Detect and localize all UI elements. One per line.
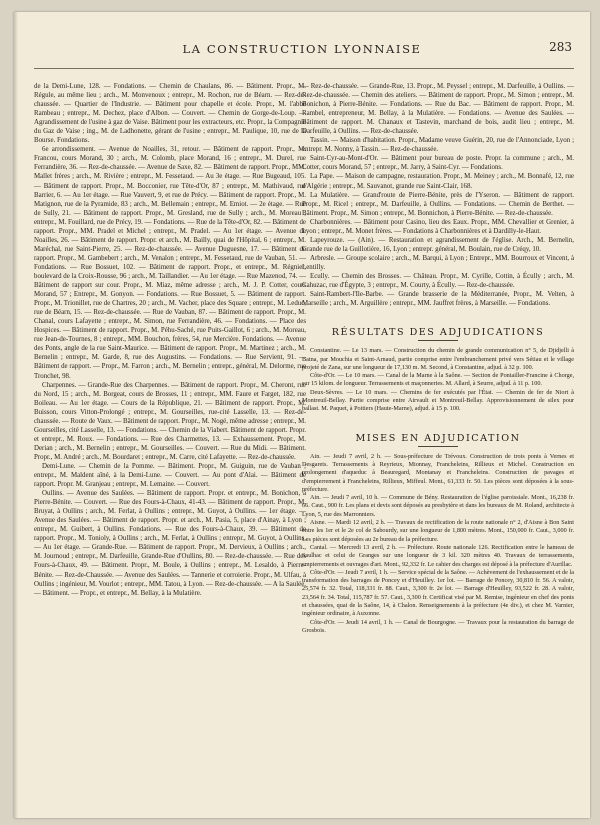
adjudication-item: Aisne. — Mardi 12 avril, 2 h. — Travaux de rectification de la route nationale n° 2, d'Aisne à Bon Saint entre les 1er et le 2e col de Sabourdy, sur une longueur de 1,800 mètres. Mont., 150,000 fr. Caut., 3,000 fr. Les pièces sont déposées au 2e bureau de la préfecture. bbox=[302, 519, 574, 543]
paragraph: 6e arrondissement. — Avenue de Noailles, 31, retour. — Bâtiment de rapport. Propr., M. Francou, cours Morand, 30 ; arch., M. Colomb, place Morand, 16 ; entrepr., M. Durel, rue Ferrandière, 36. — Rez-de-chaussée. — Avenue de Saxe, 82. — Bâtiment de rapport. Propr., MM. Mallet frères ; arch., M. Rivière ; entrepr., M. Fessetaud. — Au 3e étage. — Rue Bugeaud, 105. — Bâtiment de rapport. Propr., M. Bocconier, rue Tête-d'Or, 87 ; entrepr., M. Mathivaud, rue Barrier, 6. — Au 1er étage. — Rue Vauvert, 9, et rue de Précy. — Bâtiment de rapport. Propr., M. Matignon, rue de la Pyramide, 83 ; arch., M. Bellemain ; entrepr., M. Emiot. — 2e étage. — Rue de Sully, 21. — Bâtiment de rapport. Propr., M. Gresland, rue de Sully ; arch., M. Moreau ; entrepr., M. Fouillard, rue de Précy, 19. — Fondations. — Rue de la Tête-d'Or, 82. — Bâtiment de rapport. Propr., MM. Pradel et Michel ; entrepr., M. Pradel. — Au 1er étage. — Avenue de Noailles, 26. — Bâtiment de rapport. Propr. et arch., M. Bailly, quai de l'Hôpital, 6 ; entrepr., M. Maréchal, rue Saint-Pierre, 25. — Rez-de-chaussée. — Avenue Duguesne, 17. — Bâtiment de rapport. Propr., M. Gambebert ; arch., M. Venalon ; entrepr., M. Fessetaud, rue de Vauban, 51. — Fondations. — Rue Bossuet, 102. — Bâtiment de rapport. Propr., et entrepr., M. Régnier, boulevard de la Croix-Rousse, 96 ; arch., M. Taillandier. — Au 1er étage. — Rue Mazenod, 74. — Bâtiment de rapport sur cour. Propr., M. Miaz, même adresse ; arch., M. J. P. Cotter, cours Morand, 57 ; Entrepr., M. Gonyon. — Fondations. — Rue Bossuet, 5. — Bâtiment de rapport. Propr., M. Trionillet, rue de Chartres, 20 ; arch., M. Vacher, place des Square ; entrepr., M. Leduc, rue de Béarn, 15. — Rez-de-chaussée. — Rue de Vauban, 87. — Bâtiment de rapport. Propr., M. Chanal, cours Lafayette ; entrepr., M. Simon, rue Ferrandière, 46. — Fondations. — Place des Hospices. — Bâtiment de rapport. Propr., M. Péhu-Saché, rue Puits-Gaillot, 6 ; arch., M. Moreau, rue Jean-de-Tournes, 8 ; entrepr., MM. Bouchon, frères, 54, rue Mercière. Fondations. — Avenue des Ponts, angle de la rue Saint-Maurice. — Bâtiment de rapport. Propr., M. Martinez ; arch., M. Bernelin ; entrepr., M. Garde, 8, rue des Augustins. — Fondations. — Rue Servient, 91. — Bâtiment de rapport. — Propr., M. Farron ; arch., M. Bernelin ; entrepr., général, M. Delorme, rue Tronchet, 98. bbox=[34, 146, 306, 380]
header-rule bbox=[34, 68, 574, 69]
right-column bbox=[302, 82, 574, 635]
page-fold-shadow bbox=[14, 12, 18, 818]
paragraph: — Rez-de-chaussée. — Grande-Rue, 13. Propr., M. Peyssel ; entrepr., M. Darfeuille, à Oullins. — Rez-de-chaussée. — Chemin des ateliers. — Bâtiment de rapport. Propr., M. Simon ; entrepr., M. Bonichon, à Pierre-Bénite. — Fondations. — Rue du Bac. — Bâtiment de rapport. Propr., M. Rambel, entrepreneur, M. Bellay, à la Mulatière. — Fondations. — Avenue des Saulées. — Bâtiment de rapport. M. Chanaux et Tastevin, marchand de bois, audit lieu ; entrepr., M. Darfeuille, à Oullins. — Rez-de-chaussée. bbox=[302, 83, 574, 136]
results-list bbox=[302, 347, 574, 413]
section-rule bbox=[418, 340, 458, 341]
page-number: 283 bbox=[549, 40, 572, 54]
results-section-title: RÉSULTATS DES ADJUDICATIONS bbox=[331, 327, 545, 339]
paragraph: Saint-Cyr-au-Mont-d'Or. — Bâtiment pour bureau de poste. Propr. la commune ; arch., M. Cotter, cours Morand, 57 ; entrepr., M. Jarry, à Saint-Cyr. — Fondations. bbox=[302, 155, 574, 172]
paragraph: Saint-Rambert-l'Ile-Barbe. — Grande brasserie de la Méditerranée, Propr., M. Velten, à Marseille ; arch., M. Arguillère ; entrepr., MM. Jauffret frères, à Marseille. — Fondations. bbox=[302, 291, 574, 308]
results-item: Côte-d'Or. — Le 10 mars. — Canal de la Marne à la Saône. — Section de Pontailler-Francine à Chorge, sur 15 kilom. de longueur. Terrassements et maçonneries. M. Allard, à Seurre, adjud. à 11 p. 100. bbox=[302, 372, 574, 388]
paragraph: Charbonnières. — Bâtiment pour Casino, lieu des Eaux. Propr., MM. Chevallier et Grenier, à Lyon ; entrepr., M. Monet frères. — Fondations à Charbonnières et à Dardilly-le-Haut. bbox=[302, 218, 574, 235]
paragraph: Lapeyrouze. — (Ain). — Restauration et agrandissement de l'église. Arch., M. Bernelin, Grande rue de la Guillotière, 16, Lyon ; entrepr. général, M. Boulain, rue de Créqy, 10. bbox=[302, 236, 574, 253]
results-item: Constantine. — Le 13 mars. — Construction du chemin de grande communication n° 5, de Djidjelli à Batna, par Mouchia et Saint-Arnaud, partie comprise entre l'embranchement privé vers Sétiau et le village projeté de Zana, sur une longueur de 17,130 m. M. Second, à Constantine, adjud. à 32 p. 100. bbox=[302, 347, 574, 371]
adjudication-item: Côte-d'Or. — Jeudi 14 avril, 1 h. — Canal de Bourgogne. — Travaux pour la restauration du barrage de Grosbois. bbox=[302, 618, 574, 634]
paragraph: Ecully. — Chemin des Brosses. — Château. Propr., M. Cyrille, Cottin, à Écully ; arch., M. Cahuzac, rue d'Égypte, 3 ; entrepr., M. Courty, à Écully. — Rez-de-chaussée. bbox=[302, 272, 574, 290]
adjudication-item: Cantal. — Mercredi 13 avril, 2 h. — Préfecture. Route nationale 126. Rectification entre le hameau de Saulhac et celui de Granges sur une longueur de 3 kil. 320 mètres 40. Travaux de terrassements, empierrements et ouvrages d'art. Mont., 92,332 fr. Le cahier des charges est déposé à la préfecture d'Aurillac. bbox=[302, 543, 574, 568]
paragraph: Charpennes. — Grande-Rue des Charpennes. — Bâtiment de rapport. Propr., M. Cheront, rue du Nord, 15 ; arch., M. Borgeat, cours de Brosses, 11 ; entrepr., MM. Faure et Farget, 182, rue Boileau. — Au 1er étage. — Cours de la République, 21. — Bâtiment de rapport. Propr., M. Buisson, cours Vitton-Prolongé ; entrepr., M. Gourseilles, rue-cité Lasselle, 13. — Rez-de-chaussée. — Route de Vaux. — Bâtiment de rapport. Propr., M. Nogé, même adresse ; entrepr., M. Gourseilles, cité Lasselle, 13. — Fondations. — Chemin de la Viabert. Bâtiment de rapport. Propr. et entrepr., M. Roux. — Fondations. — Rue des Charmettes, 13. — Exhaussement. Propr., M. Derian ; arch., M. Bernelin ; entrepr., M. Gourseilles. — Couvert. — Rue du Midi. — Bâtiment. Propr., M. André ; arch., M. Bourdaret ; entrepr., M. Carre, cité Lafayette. — Rez-de-chaussée. bbox=[34, 381, 306, 461]
paragraph: Tassin. — Maison d'habitation. Propr., Madame veuve Guérin, 20, rue de l'Annonciade, Lyon ; entrepr. M. Nonny, à Tassin. — Rez-de-chaussée. bbox=[302, 137, 574, 154]
paragraph: La Pape. — Maison de campagne, restauration. Propr., M. Meiney ; arch., M. Bonnafé, 12, rue d'Algérie ; entrepr., M. Sauvanot, grande rue Saint-Clair, 168. bbox=[302, 173, 574, 190]
adjudication-item: Ain. — Jeudi 7 avril, 10 h. — Commune de Bény. Restauration de l'église paroissiale. Mont., 16,238 fr. 66. Caut., 900 fr. Les plans et devis sont déposés au presbytère et dans les bureaux de M. Roland, architecte à Lyon, 5, rue des Marronniers. bbox=[302, 494, 574, 518]
paragraph: Arbresle. — Groupe scolaire ; arch., M. Barqui, à Lyon ; Entrepr., MM. Bourroux et Vincent, à Lentilly. bbox=[302, 254, 574, 271]
left-column bbox=[34, 82, 306, 598]
paragraph: Oullins. — Avenue des Saulées. — Bâtiment de rapport. Propr. et entrepr., M. Bonichon, à Pierre-Bénite. — Couvert. — Rue des Fours-à-Chaux, 41-43. — Bâtiment de rapport. Propr., M. Bruyat, à Oullins ; arch., M. Ferlat, à Oullins ; entrepr., M. Guyot, à Oullins. — 1er étage. — Avenue des Saulées. — Bâtiment de rapport. Propr. et arch., M. Pasia, 5, place d'Ainay, à Lyon ; entrepr., M. Guibert, à Oullins. Fondations. — Rue des Fours-à-Chaux, 39. — Bâtiment de rapport. Propr., M. Tonioly, à Oullins ; arch., M. Ferlat, à Oullins ; entrepr., M. Guyot, à Oullins. — Au 1er étage. — Grande-Rue. — Bâtiment de rapport. Propr., M. Dervieux, à Oullins ; arch., M. Journoud ; entrepr., M. Darfeuille, Grande-Rue d'Oullins, 80. — Rez-de-chaussée. — Rue des Fours-à-Chaux, 49. — Bâtiment. Propr., M. Boule, à Oullins ; entrepr., M. Lesaldo, à Pierre-Bénite. — Rez-de-Chaussée. — Avenue des Saulées. — Tannerie et corroierie. Propr., M. Ulfau, à Oullins ; ingénieur, M. Vourlot ; entrepr., MM. Tatou, à Lyon. — Rez-de-chaussée. — A la Saulée. — Bâtiment. — Propr., et entrepr., M. Bellay, à la Mulatière. bbox=[34, 490, 306, 597]
paragraph: La Mulatière. — Grand'route de Pierre-Bénite, près de l'Yseron. — Bâtiment de rapport. Propr., M. Ricel ; entrepr., M. Darfeuille, à Oullins. — Fondations. — Chemin de Berthet. — Bâtiment. Propr., M. Simon ; entrepr., M. Bonnichon, à Pierre-Bénite. — Rez-de-chaussée. bbox=[302, 191, 574, 217]
paragraph: de la Demi-Lune, 128. — Fondations. — Chemin de Chaulans, 86. — Bâtiment. Propr., M. Régule, au même lieu ; arch., M. Monvenoux ; entrepr., M. Rochon, rue de Béarn. — Rez-de-chaussée. — Quartier de l'Industrie. — Bâtiment pour chapelle et école. Propr., M. l'abbé Rambeau ; entrepr., M. Dechez, place d'Albon. — Couvert. — Chemin de Gorge-de-Loup. — Agrandissement de l'usine à gaz de Vaise. Bâtiment pour les extracteurs, etc. Propr., la Compagnie du Gaz de Vaise ; ing., M. de Ladhonette, gérant de l'usine ; entrepr., M. Paulique, 10, rue de la Bourse. Fondations. bbox=[34, 83, 306, 145]
adjudication-item: Côte-d'Or. — Jeudi 7 avril, 1 h. — Service spécial de la Saône. — Achèvement de l'exhaussement et de la transformation des barrages de Poncey et d'Heuilley. 1er lot. — Barrage de Poncey, 30,810 fr. 56. A valoir, 25,574 fr. 32. Total, 118,331 fr. 88. Caut., 3,300 fr. 2e lot. — Barrage d'Heuilley, 93,522 fr. 28. A valoir, 23,564 fr. 34. Total, 115,787 fr. 57. Caut., 3,300 fr. Certificat visé par M. Remise, ingénieur en chef des ponts et chaussées, quai de la Saône, 14, à Chalon. Renseignements à la préfecture (4e div.), et chez M. Varnier, ingénieur ordinaire, à Auxonne. bbox=[302, 568, 574, 618]
adjudication-list bbox=[302, 453, 574, 636]
paragraph: Demi-Lune. — Chemin de la Pomme. — Bâtiment. Propr., M. Guiguin, rue de Vauban ; entrepr., M. Maldent aîné, à la Demi-Lune. — Couvert. — Au pont d'Alai. — Bâtiment de rapport. Propr. M. Granjeau ; entrepr., M. Lemaine. — Couvert. bbox=[34, 462, 306, 489]
journal-page bbox=[14, 12, 590, 818]
journal-title: LA CONSTRUCTION LYONNAISE bbox=[182, 42, 422, 56]
section-rule bbox=[418, 446, 458, 447]
adjudication-section-title: MISES EN ADJUDICATION bbox=[355, 432, 521, 444]
adjudication-item: Ain. — Jeudi 7 avril, 2 h. — Sous-préfecture de Trévoux. Construction de trois ponts à Vernes et Desgarets. Terrassements à Reyrieux, Mionnay, Francheleins, Rillieux et Michel. Construction en prolongement d'aqueduc à Beauregard, Montanay et Francheleins. Construction de pavages et d'empierrement à Francheleins, Rillieux, Miffeul. Mont., 61,333 fr. 50. Les pièces sont déposées à la sous-préfecture. bbox=[302, 452, 574, 493]
page-header bbox=[14, 38, 590, 60]
results-item: Deux-Sèvres. — Le 10 mars. — Chemins de fer exécutés par l'État. — Chemin de fer de Niort à Montreuil-Bellay. Partie comprise entre Airvault et Montreuil-Bellay. Approvisionnement de silex pour ballast. M. Paquet, à Poitiers (Haute-Marne), adjud. à 15 p. 100. bbox=[302, 388, 574, 413]
